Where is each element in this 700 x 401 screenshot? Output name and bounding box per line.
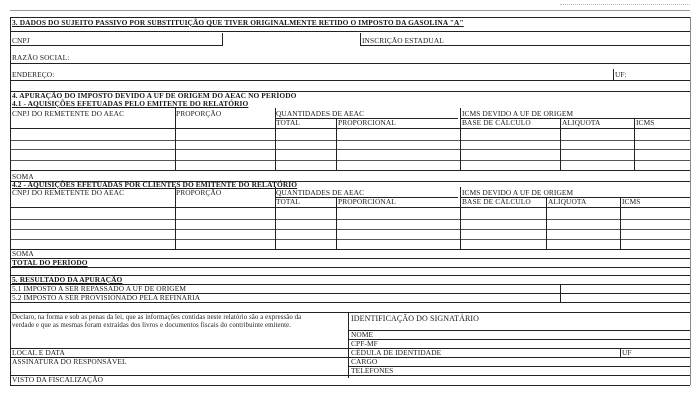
table41-col-divider xyxy=(560,118,561,170)
col-total: TOTAL xyxy=(276,197,300,206)
form-left-border xyxy=(10,17,11,385)
section3-title-rule xyxy=(10,31,690,32)
telefones-label: TELEFONES xyxy=(351,366,394,375)
inscricao-field-underline xyxy=(360,45,690,46)
cargo-label: CARGO xyxy=(351,357,378,366)
col-aliquota: ALIQUOTA xyxy=(562,118,601,127)
col-proporcional: PROPORCIONAL xyxy=(338,118,396,127)
table42-row xyxy=(10,249,690,250)
table42-row xyxy=(10,219,690,220)
local-data-label: LOCAL E DATA xyxy=(12,348,65,357)
table41-row xyxy=(10,149,690,150)
declaration-text-line1: Declaro, na forma e sob as penas da lei, que as informações contidas neste relatório são a expressão da xyxy=(12,314,302,321)
table42-header-bottom xyxy=(10,207,690,208)
visto-fiscalizacao-label: VISTO DA FISCALIZAÇÃO xyxy=(12,375,104,384)
cedula-uf-divider xyxy=(620,348,621,357)
table42-col-divider xyxy=(175,187,176,249)
col-aliquota: ALÍQUOTA xyxy=(548,197,587,206)
col-icms: ICMS xyxy=(636,118,655,127)
form-bottom-border xyxy=(10,385,690,386)
soma-underline-42 xyxy=(10,258,690,259)
cedula-underline xyxy=(348,357,690,358)
result-item-provisionado: 5.2 IMPOSTO A SER PROVISIONADO PELA REFINARIA xyxy=(12,293,201,302)
section4-title: 4. APURAÇÃO DO IMPOSTO DEVIDO A UF DE ORIGEM DO AEAC NO PERÍODO xyxy=(12,91,297,100)
top-rule xyxy=(10,10,690,11)
inscricao-field-left xyxy=(360,33,361,45)
nome-label: NOME xyxy=(351,330,374,339)
result-item-repassado: 5.1 IMPOSTO A SER REPASSADO A UF DE ORIGEM xyxy=(12,284,187,293)
table42-col-divider xyxy=(546,197,547,249)
section3-title: 3. DADOS DO SUJEITO PASSIVO POR SUBSTITUIÇÃO QUE TIVER ORIGINALMENTE RETIDO O IMPOSTO DA GASOLINA "A" xyxy=(12,18,464,27)
soma-label-41: SOMA xyxy=(12,172,34,181)
col-cnpj-remetente: CNPJ DO REMETENTE DO AEAC xyxy=(12,188,125,197)
col-quantidades: QUANTIDADES DE AEAC xyxy=(276,188,365,197)
table42-col-divider xyxy=(620,197,621,249)
col-base-calculo: BASE DE CÁLCULO xyxy=(462,118,531,127)
soma-label-42: SOMA xyxy=(12,249,34,258)
col-base-calculo: BASE DE CÁLCULO xyxy=(462,197,531,206)
col-proporcao: PROPORÇÃO xyxy=(176,188,222,197)
cpf-label: CPF-MF xyxy=(351,339,378,348)
declaration-top-border xyxy=(10,312,690,313)
table41-col-divider xyxy=(460,108,461,170)
section4-1-title: 4.1 - AQUISIÇÕES EFETUADAS PELO EMITENTE DO RELATÓRIO xyxy=(12,99,249,108)
table41-header-bottom xyxy=(10,128,690,129)
declaration-signatory-divider xyxy=(348,312,349,378)
scan-artifact xyxy=(560,4,690,5)
table41-row xyxy=(10,140,690,141)
razao-social-label: RAZÃO SOCIAL: xyxy=(12,53,70,62)
cedula-label: CÉDULA DE IDENTIDADE xyxy=(351,348,442,357)
assinatura-label: ASSINATURA DO RESPONSÁVEL xyxy=(12,357,127,366)
result-value-divider xyxy=(560,284,561,302)
col-quantidades: QUANTIDADES DE AEAC xyxy=(276,109,365,118)
col-proporcional: PROPORCIONAL xyxy=(338,197,396,206)
signatory-title: IDENTIFICAÇÃO DO SIGNATÁRIO xyxy=(351,314,480,323)
cnpj-field-underline xyxy=(10,45,223,46)
cedula-uf-label: UF xyxy=(622,348,632,357)
table42-col-divider xyxy=(275,187,276,249)
result-item-rule xyxy=(10,302,690,303)
col-proporcao: PROPORÇÃO xyxy=(176,109,222,118)
razao-social-underline xyxy=(10,63,690,64)
section5-title: 5. RESULTADO DA APURAÇÃO xyxy=(12,275,123,284)
total-periodo-underline xyxy=(10,267,690,268)
table42-col-divider xyxy=(336,197,337,249)
col-icms-devido: ICMS DEVIDO A UF DE ORIGEM xyxy=(462,109,574,118)
table41-col-divider xyxy=(634,118,635,170)
section4-2-title: 4.2 - AQUISIÇÕES EFETUADAS POR CLIENTES DO EMITENTE DO RELATÓRIO xyxy=(12,180,298,189)
col-icms-devido: ICMS DEVIDO A UF DE ORIGEM xyxy=(462,188,574,197)
table41-row xyxy=(10,170,690,171)
cnpj-label: CNPJ xyxy=(12,36,30,45)
table41-row xyxy=(10,160,690,161)
uf-label: UF: xyxy=(615,70,627,79)
table41-col-divider xyxy=(336,118,337,170)
col-icms: ICMS xyxy=(622,197,641,206)
table42-row xyxy=(10,229,690,230)
col-cnpj-remetente: CNPJ DO REMETENTE DO AEAC xyxy=(12,109,125,118)
signatory-rule xyxy=(348,330,690,331)
nome-underline xyxy=(348,339,690,340)
table42-col-divider xyxy=(460,187,461,249)
col-total: TOTAL xyxy=(276,118,300,127)
cargo-underline xyxy=(348,366,690,367)
telefones-underline xyxy=(348,375,690,376)
endereco-underline xyxy=(10,80,690,81)
table42-row xyxy=(10,239,690,240)
cnpj-field-divider xyxy=(222,33,223,45)
table41-col-divider xyxy=(275,108,276,170)
declaration-text-line2: verdade e que as mesmas foram extraídas dos livros e documentos fiscais do contribuinte emitente. xyxy=(12,322,292,329)
total-periodo-label: TOTAL DO PERÍODO xyxy=(12,258,88,267)
endereco-label: ENDEREÇO: xyxy=(12,70,55,79)
inscricao-label: INSCRIÇÃO ESTADUAL xyxy=(362,36,444,45)
table41-col-divider xyxy=(175,108,176,170)
uf-field-divider xyxy=(613,69,614,81)
form-right-border xyxy=(690,17,691,385)
